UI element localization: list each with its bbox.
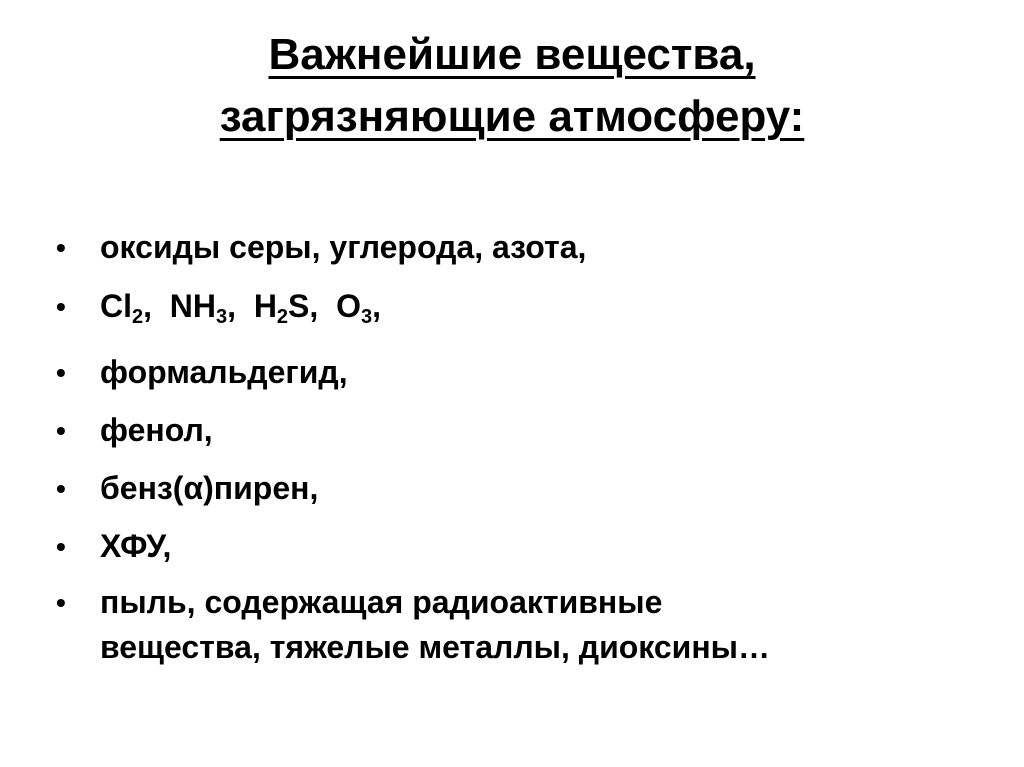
- bullet-icon: •: [56, 415, 66, 446]
- list-item-benzopyrene: [56, 466, 956, 511]
- bullet-icon: •: [56, 232, 66, 263]
- list-item-text: фенол,: [100, 412, 213, 448]
- title-line-1: Важнейшие вещества,: [268, 30, 756, 79]
- formula-h2s: $H_2S$,: [253, 288, 337, 328]
- bullet-icon: •: [56, 531, 66, 562]
- list-item-text: бенз(α)пирен,: [100, 470, 319, 506]
- title-line-2: загрязняющие атмосферу:: [219, 92, 805, 141]
- formula-nh3: $NH_3$,: [169, 288, 254, 328]
- bullet-icon: •: [56, 357, 66, 388]
- list-item-formaldehyde: [56, 350, 956, 395]
- bullet-icon: •: [56, 473, 66, 504]
- list-item-text: ХФУ,: [100, 528, 172, 564]
- list-item-text: формальдегид,: [100, 354, 348, 390]
- bullet-icon: •: [56, 291, 66, 322]
- list-item-text: оксиды серы, углерода, азота,: [100, 229, 587, 265]
- list-item-text-line-2: вещества, тяжелые металлы, диоксины…: [100, 629, 770, 665]
- bullet-icon: •: [56, 587, 66, 618]
- formula-line: [100, 284, 956, 329]
- formula-o3: $O_3$,: [336, 288, 381, 328]
- list-item-cfc: [56, 524, 956, 569]
- list-item-oxides: [56, 225, 956, 270]
- list-item-dust: [56, 580, 956, 670]
- list-item-formulas: [56, 284, 956, 329]
- formula-cl2: $Cl_2$,: [100, 288, 170, 328]
- list-item-phenol: [56, 408, 956, 453]
- list-item-text-line-1: пыль, содержащая радиоактивные: [100, 584, 663, 620]
